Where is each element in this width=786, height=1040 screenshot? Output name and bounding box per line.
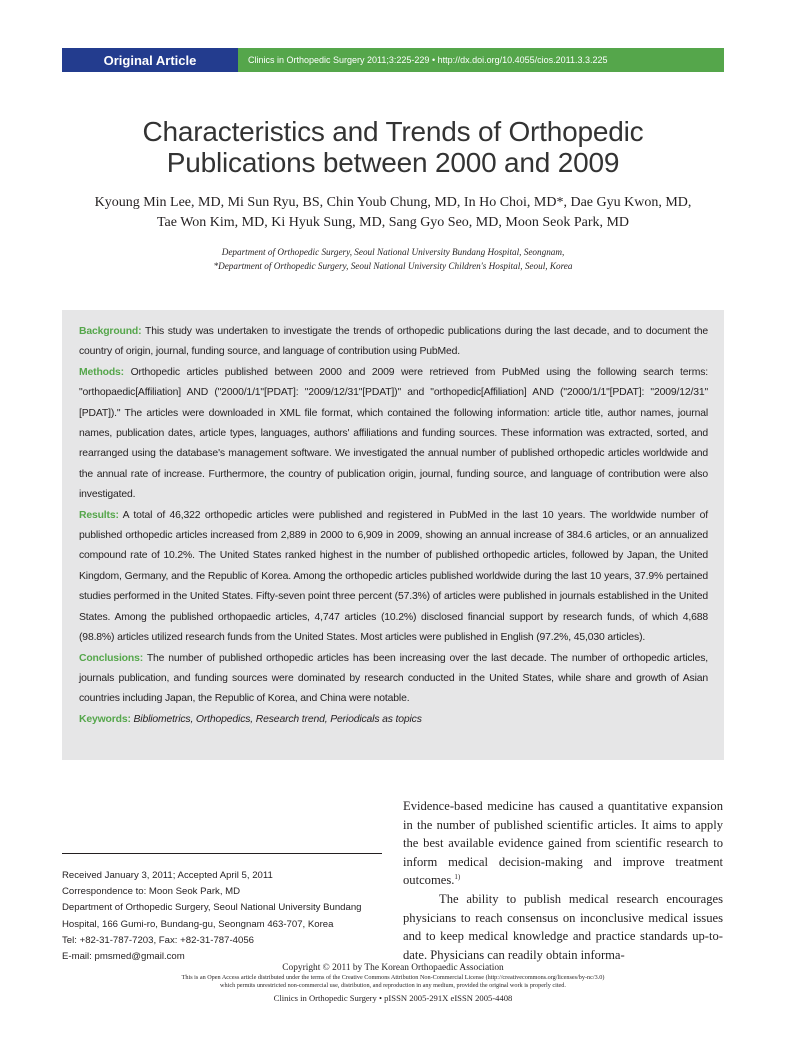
correspondence-to: Correspondence to: Moon Seok Park, MD: [62, 886, 241, 898]
correspondence-email: E-mail: pmsmed@gmail.com: [62, 951, 185, 963]
correspondence-tel-fax: Tel: +82-31-787-7203, Fax: +82-31-787-4056: [62, 934, 255, 946]
reference-marker: 1): [454, 873, 461, 882]
affiliations: [60, 245, 726, 273]
methods-heading: Methods:: [79, 366, 124, 378]
author-line-1: Kyoung Min Lee, MD, Mi Sun Ryu, BS, Chin Youb Chung, MD, In Ho Choi, MD*, Dae Gyu Kwon, MD,: [94, 195, 692, 210]
citation-doi-line: Clinics in Orthopedic Surgery 2011;3:225-229 • http://dx.doi.org/10.4055/cios.2011.3.3.225: [238, 48, 724, 72]
issn-line: Clinics in Orthopedic Surgery • pISSN 2005-291X eISSN 2005-4408: [273, 993, 513, 1003]
keywords-heading: Keywords:: [79, 713, 131, 725]
title-line-1: Characteristics and Trends of Orthopedic: [142, 116, 644, 147]
abstract-methods: [79, 363, 708, 506]
results-heading: Results:: [79, 509, 119, 521]
author-list: [50, 193, 736, 233]
copyright-line: Copyright © 2011 by The Korean Orthopaedic Association: [282, 963, 504, 973]
methods-text: Orthopedic articles published between 2000 and 2009 were retrieved from PubMed using the following search terms: "orthopaedic[Affiliation] AND ("2000/1/1"[PDAT]: "2009/12/31"[PDAT])" and "orthopedic[Affiliation] AND ("2000/1/1"[PDAT]: "2009/12/31"[PDAT])." The articles were downloaded in XML file format, which contained the following information: article title, author names, journal names, publication dates, article types, languages, authors' affiliations and funding sources. These information was extracted, sorted, and rearranged using the database's management software. We investigated the annual number of published orthopedic articles worldwide and the annual rate of increase. Furthermore, the country of publication origin, journal, funding source, and language of contribution were also investigated.: [79, 366, 708, 501]
abstract-conclusions: [79, 649, 708, 710]
correspondence-block: [62, 853, 382, 965]
abstract-results: [79, 506, 708, 649]
abstract-box: [62, 310, 724, 760]
license-line-2: which permits unrestricted non-commercial use, distribution, and reproduction in any medium, provided the original work is properly cited.: [220, 982, 566, 989]
results-text: A total of 46,322 orthopedic articles were published and registered in PubMed in the last 10 years. The worldwide number of published orthopedic articles increased from 2,889 in 2000 to 6,909 in 2009, showing an annual increase of 384.6 articles, or an annualized compound rate of 10.2%. The United States ranked highest in the number of published orthopedic articles, followed by Japan, the United Kingdom, Germany, and the Republic of Korea. Among the orthopedic articles published worldwide during the last 10 years, 37.9% pertained studies performed in the United States. Fifty-seven point three percent (57.3%) of articles were published in journals established in the United States. Among the published orthopaedic articles, 4,747 articles (10.2%) disclosed financial support by research funds, of which 4,688 (98.8%) articles utilized research funds from the United States. Most articles were published in English (97.2%, 45,030 articles).: [79, 509, 708, 644]
body-text-column: [403, 797, 723, 964]
body-paragraph-1: [403, 797, 723, 890]
article-title: [40, 116, 746, 178]
abstract-keywords: [79, 710, 708, 730]
correspondence-address: Department of Orthopedic Surgery, Seoul National University Bundang Hospital, 166 Gumi-ro, Bundang-gu, Seongnam 463-707, Korea: [62, 902, 362, 930]
page-footer: [62, 962, 724, 1005]
conclusions-text: The number of published orthopedic articles has been increasing over the last decade. The number of orthopedic articles, journals publication, and funding sources were dominated by research conducted in the United States, while share and growth of Asian countries including Japan, the Republic of Korea, and China were notable.: [79, 652, 708, 705]
title-line-2: Publications between 2000 and 2009: [166, 147, 620, 178]
background-heading: Background:: [79, 326, 142, 337]
background-text: This study was undertaken to investigate the trends of orthopedic publications during the last decade, and to document the country of origin, journal, funding source, and language of contribution using PubMed.: [79, 326, 708, 358]
body-paragraph-2: The ability to publish medical research encourages physicians to reach consensus on inconclusive medical issues and to keep medical knowledge and practice standards up-to-date. Physicians can readily obtain informa-: [403, 891, 723, 962]
received-dates: Received January 3, 2011; Accepted April 5, 2011: [62, 870, 273, 881]
author-line-2: Tae Won Kim, MD, Ki Hyuk Sung, MD, Sang Gyo Seo, MD, Moon Seok Park, MD: [156, 215, 630, 230]
article-type-tag: Original Article: [62, 48, 238, 72]
abstract-background: [79, 322, 708, 363]
keywords-text: Bibliometrics, Orthopedics, Research trend, Periodicals as topics: [130, 713, 422, 725]
footnote-divider: [62, 853, 382, 854]
correspondence-notes: [62, 868, 382, 965]
affiliation-line-2: *Department of Orthopedic Surgery, Seoul National University Children's Hospital, Seoul, Korea: [213, 261, 573, 271]
affiliation-line-1: Department of Orthopedic Surgery, Seoul National University Bundang Hospital, Seongnam,: [221, 247, 565, 257]
license-line-1: This is an Open Access article distributed under the terms of the Creative Commons Attribution Non-Commercial License (http://creativecommons.org/licenses/by-nc/3.0): [181, 974, 605, 981]
body-paragraph-1-text: Evidence-based medicine has caused a quantitative expansion in the number of published scientific articles. It aims to apply the best available evidence gained from scientific research to inform medical decision-making and improve treatment outcomes.: [403, 799, 723, 888]
journal-header-bar: [62, 48, 724, 72]
conclusions-heading: Conclusions:: [79, 652, 144, 664]
